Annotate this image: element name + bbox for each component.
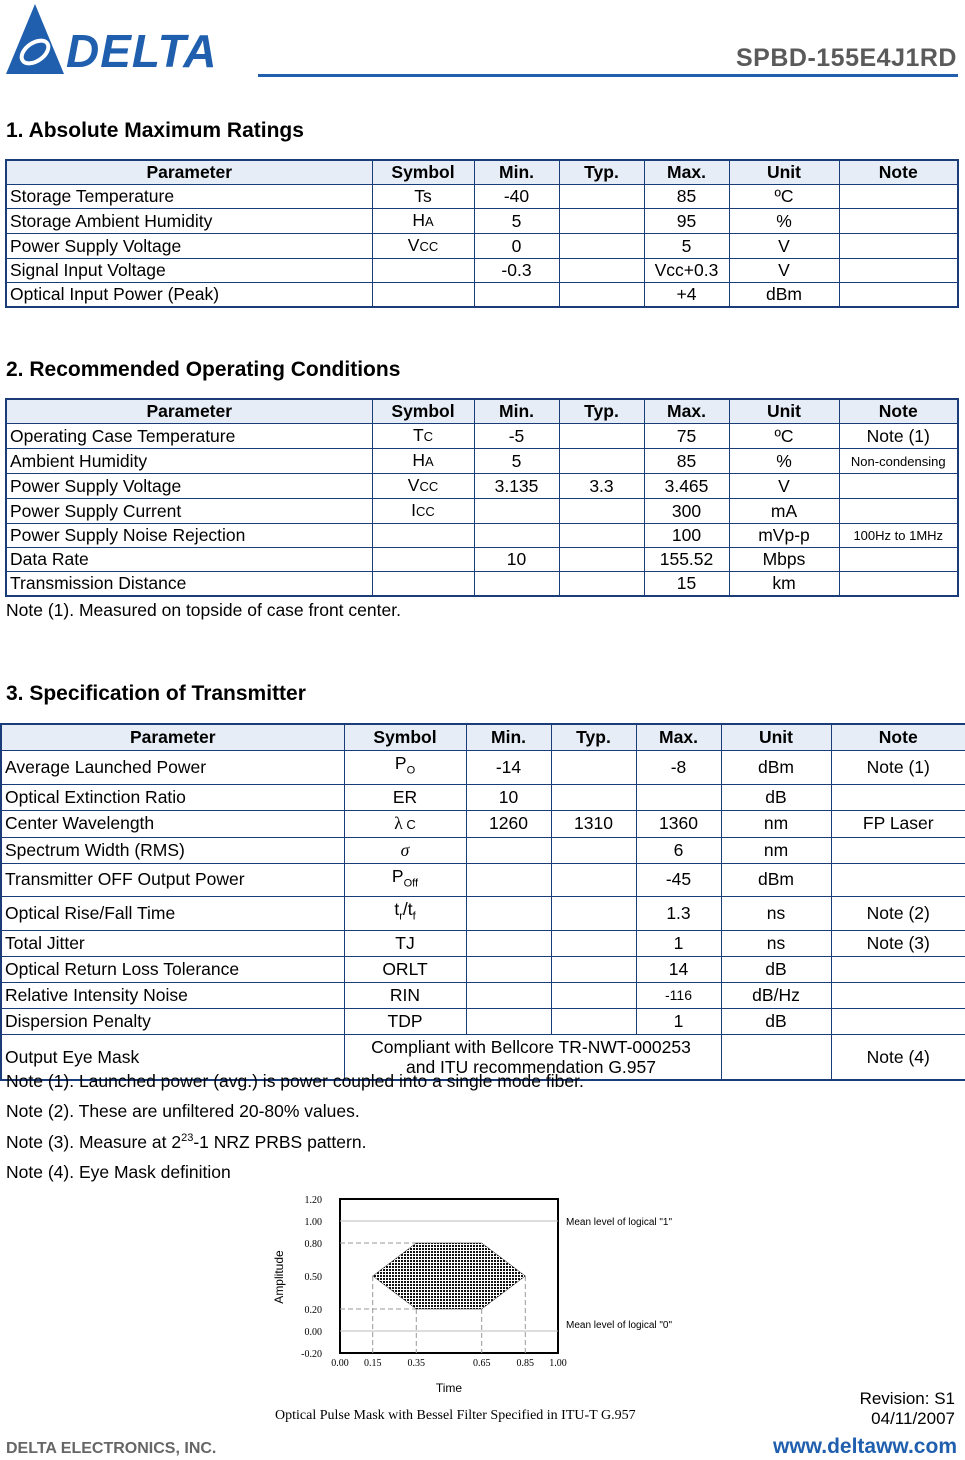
column-header: Parameter: [1, 724, 344, 751]
table-cell: dBm: [729, 283, 839, 308]
column-header: Unit: [721, 724, 831, 751]
x-tick-label: 0.00: [331, 1358, 349, 1369]
delta-logo-icon: [4, 2, 66, 76]
table-cell: [831, 956, 965, 982]
table-cell: [474, 283, 559, 308]
table-row: [6, 572, 958, 597]
table-cell: ORLT: [344, 956, 466, 982]
table-cell: [559, 283, 644, 308]
compliance-line-1: Compliant with Bellcore TR-NWT-000253: [371, 1036, 691, 1057]
table-row: [1, 751, 965, 785]
column-header: Symbol: [344, 724, 466, 751]
annotation-logical-1: Mean level of logical "1": [566, 1217, 673, 1228]
table-cell: [839, 185, 958, 209]
y-tick-label: 0.20: [304, 1305, 322, 1316]
table-cell: Optical Extinction Ratio: [1, 784, 344, 810]
table-cell: [839, 209, 958, 234]
revision-block: [860, 1389, 955, 1429]
table-cell: Optical Rise/Fall Time: [1, 897, 344, 931]
table-cell: [466, 956, 551, 982]
table-cell: %: [729, 209, 839, 234]
header-rule: [258, 74, 958, 77]
table-cell: [372, 572, 474, 597]
column-header: Typ.: [559, 160, 644, 185]
table-cell: Note (1): [831, 751, 965, 785]
column-header: Note: [839, 160, 958, 185]
table-cell: Dispersion Penalty: [1, 1008, 344, 1034]
section3-title: 3. Specification of Transmitter: [6, 682, 306, 705]
table-row: [1, 1008, 965, 1034]
table-cell: [831, 863, 965, 897]
table-cell: [831, 982, 965, 1008]
table-cell: [551, 1008, 636, 1034]
table-cell: 85: [644, 449, 729, 474]
table-cell: 100Hz to 1MHz: [839, 524, 958, 548]
column-header: Max.: [636, 724, 721, 751]
table-cell: 15: [644, 572, 729, 597]
table-cell: 10: [466, 784, 551, 810]
section2-title: 2. Recommended Operating Conditions: [6, 358, 401, 381]
table-cell: 3.3: [559, 474, 644, 499]
table-cell: -14: [466, 751, 551, 785]
table-cell: Ts: [372, 185, 474, 209]
x-tick-label: 0.15: [363, 1358, 382, 1369]
table-row: [6, 424, 958, 449]
x-tick-label: 0.35: [407, 1358, 426, 1369]
table-row: [1, 982, 965, 1008]
company-name: DELTA ELECTRONICS, INC.: [6, 1440, 217, 1457]
table-cell: [466, 837, 551, 863]
table-cell: FP Laser: [831, 810, 965, 837]
revision-label: Revision: S1: [859, 1389, 955, 1408]
table-cell: [551, 863, 636, 897]
table-cell: λ C: [344, 810, 466, 837]
table-cell: HA: [372, 209, 474, 234]
table-cell: [831, 837, 965, 863]
table-cell: [551, 897, 636, 931]
table-cell: [559, 234, 644, 259]
table-cell: HA: [372, 449, 474, 474]
table-header-row: [6, 160, 958, 185]
table-cell: mA: [729, 499, 839, 524]
table-cell: 3.465: [644, 474, 729, 499]
table-header-row: [1, 724, 965, 751]
table-cell: $P_{Off}$: [344, 863, 466, 897]
compliance-line-2: and ITU recommendation G.957: [406, 1056, 656, 1077]
table-row: [6, 524, 958, 548]
table-cell: [839, 234, 958, 259]
table-cell: 1: [636, 930, 721, 956]
table-cell: Transmitter OFF Output Power: [1, 863, 344, 897]
section1-title: 1. Absolute Maximum Ratings: [6, 119, 304, 142]
table-row: [6, 234, 958, 259]
x-tick-label: 1.00: [549, 1358, 567, 1369]
table-row: [1, 897, 965, 931]
table-cell: Power Supply Voltage: [6, 234, 372, 259]
table-cell: [839, 283, 958, 308]
table-cell: V: [729, 234, 839, 259]
table-cell: 6: [636, 837, 721, 863]
table-cell: VCC: [372, 474, 474, 499]
annotation-logical-0: Mean level of logical "0": [566, 1320, 673, 1331]
table-cell: [372, 283, 474, 308]
table-cell: [559, 424, 644, 449]
table-cell: Note (1): [839, 424, 958, 449]
table-cell: Operating Case Temperature: [6, 424, 372, 449]
table-row: [1, 956, 965, 982]
table-cell: Power Supply Voltage: [6, 474, 372, 499]
table-row: [6, 474, 958, 499]
table-row: [1, 837, 965, 863]
recommended-operating-table: [5, 398, 959, 597]
table-cell: [551, 837, 636, 863]
table-cell: Note (4): [831, 1034, 965, 1080]
chart-caption: Optical Pulse Mask with Bessel Filter Specified in ITU-T G.957: [275, 1408, 636, 1423]
table-cell: Mbps: [729, 548, 839, 572]
table-cell: 5: [474, 209, 559, 234]
table-cell: ER: [344, 784, 466, 810]
table-cell: Non-condensing: [839, 449, 958, 474]
table-cell: Total Jitter: [1, 930, 344, 956]
transmitter-spec-table: [0, 723, 965, 1081]
column-header: Min.: [474, 160, 559, 185]
table-cell: [466, 863, 551, 897]
table-cell: -5: [474, 424, 559, 449]
table-row: [6, 283, 958, 308]
y-tick-label: -0.20: [301, 1349, 322, 1360]
table-cell: 1.3: [636, 897, 721, 931]
table-cell: 3.135: [474, 474, 559, 499]
table-cell: ICC: [372, 499, 474, 524]
section3-note-3: Note (3). Measure at $2^{23}-1$ NRZ PRBS pattern.: [6, 1132, 367, 1152]
table-row: [6, 499, 958, 524]
table-cell: mVp-p: [729, 524, 839, 548]
column-header: Min.: [466, 724, 551, 751]
table-cell: 300: [644, 499, 729, 524]
table-cell: [551, 784, 636, 810]
website-link[interactable]: www.deltaww.com: [773, 1435, 957, 1458]
column-header: Note: [839, 399, 958, 424]
table-cell: [372, 259, 474, 283]
table-cell: Ambient Humidity: [6, 449, 372, 474]
table-cell: dB: [721, 956, 831, 982]
table-cell: %: [729, 449, 839, 474]
table-cell: Optical Return Loss Tolerance: [1, 956, 344, 982]
table-cell: [636, 784, 721, 810]
table-cell: 14: [636, 956, 721, 982]
absolute-max-ratings-table: [5, 159, 959, 308]
y-tick-label: 1.20: [304, 1195, 322, 1206]
table-cell: VCC: [372, 234, 474, 259]
table-row: [1, 810, 965, 837]
y-tick-label: 1.00: [304, 1217, 322, 1228]
table-cell: ns: [721, 930, 831, 956]
table-cell: Transmission Distance: [6, 572, 372, 597]
y-tick-label: 0.00: [304, 1327, 322, 1338]
table-cell: Note (2): [831, 897, 965, 931]
column-header: Unit: [729, 399, 839, 424]
table-cell: [559, 499, 644, 524]
table-row: [1, 930, 965, 956]
table-cell: $t_r/t_f$: [344, 897, 466, 931]
table-cell: [721, 1034, 831, 1080]
table-cell: dBm: [721, 863, 831, 897]
table-cell: Vcc+0.3: [644, 259, 729, 283]
column-header: Max.: [644, 160, 729, 185]
table-cell: [839, 474, 958, 499]
table-cell: [474, 572, 559, 597]
table-cell: ns: [721, 897, 831, 931]
table-cell: RIN: [344, 982, 466, 1008]
table-cell: 100: [644, 524, 729, 548]
table-cell: Relative Intensity Noise: [1, 982, 344, 1008]
document-code: SPBD-155E4J1RD: [736, 44, 957, 72]
table-row: [1, 863, 965, 897]
table-cell: 5: [474, 449, 559, 474]
table-cell: Data Rate: [6, 548, 372, 572]
column-header: Typ.: [551, 724, 636, 751]
table-row: [6, 449, 958, 474]
y-axis-label: Amplitude: [272, 1250, 286, 1304]
table-row: [6, 259, 958, 283]
table-cell: -8: [636, 751, 721, 785]
table-row: [6, 185, 958, 209]
x-axis-label: Time: [435, 1381, 463, 1395]
table-cell: [839, 499, 958, 524]
table-cell: 1260: [466, 810, 551, 837]
table-cell: dB: [721, 1008, 831, 1034]
table-cell: Storage Temperature: [6, 185, 372, 209]
table-cell: [559, 259, 644, 283]
table-row: [6, 548, 958, 572]
table-cell: [559, 449, 644, 474]
table-cell: Note (3): [831, 930, 965, 956]
table-cell: σ: [344, 837, 466, 863]
revision-date: 04/11/2007: [871, 1409, 955, 1428]
table-cell: V: [729, 259, 839, 283]
table-row: [6, 209, 958, 234]
table-cell: -0.3: [474, 259, 559, 283]
section3-note-2: Note (2). These are unfiltered 20-80% values.: [6, 1101, 360, 1121]
y-tick-label: 0.80: [304, 1239, 322, 1250]
table-cell: 85: [644, 185, 729, 209]
table-cell: [559, 524, 644, 548]
table-header-row: [6, 399, 958, 424]
table-cell: Power Supply Current: [6, 499, 372, 524]
table-cell: [551, 956, 636, 982]
table-cell: TJ: [344, 930, 466, 956]
table-cell: 95: [644, 209, 729, 234]
table-cell: TDP: [344, 1008, 466, 1034]
column-header: Symbol: [372, 399, 474, 424]
brand-wordmark: DELTA: [66, 25, 218, 77]
table-cell: 75: [644, 424, 729, 449]
table-cell: V: [729, 474, 839, 499]
x-tick-label: 0.85: [516, 1358, 535, 1369]
table-cell: Spectrum Width (RMS): [1, 837, 344, 863]
table-cell: nm: [721, 810, 831, 837]
column-header: Parameter: [6, 160, 372, 185]
table-cell: 1310: [551, 810, 636, 837]
section2-note: Note (1). Measured on topside of case front center.: [6, 600, 401, 620]
table-cell: [474, 499, 559, 524]
table-cell: [559, 548, 644, 572]
column-header: Parameter: [6, 399, 372, 424]
table-cell: [474, 524, 559, 548]
section3-note-1: Note (1). Launched power (avg.) is power coupled into a single mode fiber.: [6, 1071, 584, 1091]
table-cell: dB/Hz: [721, 982, 831, 1008]
column-header: Symbol: [372, 160, 474, 185]
table-cell: [559, 209, 644, 234]
table-cell: [559, 185, 644, 209]
y-tick-label: 0.50: [304, 1272, 322, 1283]
table-cell: ºC: [729, 424, 839, 449]
table-cell: -40: [474, 185, 559, 209]
table-cell: ºC: [729, 185, 839, 209]
table-cell: $P_O$: [344, 751, 466, 785]
table-cell: [466, 982, 551, 1008]
column-header: Typ.: [559, 399, 644, 424]
table-cell: 0: [474, 234, 559, 259]
table-cell: Storage Ambient Humidity: [6, 209, 372, 234]
table-cell: [551, 982, 636, 1008]
table-cell: [466, 897, 551, 931]
table-cell: [831, 1008, 965, 1034]
table-cell: [372, 548, 474, 572]
table-cell: [559, 572, 644, 597]
column-header: Max.: [644, 399, 729, 424]
table-cell: TC: [372, 424, 474, 449]
table-cell: [466, 930, 551, 956]
table-cell: Output Eye Mask: [1, 1034, 344, 1080]
table-cell: [831, 784, 965, 810]
header: [0, 0, 965, 85]
table-cell: Average Launched Power: [1, 751, 344, 785]
table-cell: [839, 259, 958, 283]
table-cell: [839, 572, 958, 597]
table-cell: dBm: [721, 751, 831, 785]
column-header: Min.: [474, 399, 559, 424]
table-cell: -45: [636, 863, 721, 897]
table-cell: 1360: [636, 810, 721, 837]
table-cell: Center Wavelength: [1, 810, 344, 837]
table-cell: Optical Input Power (Peak): [6, 283, 372, 308]
table-cell: Signal Input Voltage: [6, 259, 372, 283]
table-cell: [839, 548, 958, 572]
table-cell: +4: [644, 283, 729, 308]
table-cell: [551, 751, 636, 785]
column-header: Unit: [729, 160, 839, 185]
eye-mask-chart: [260, 1185, 700, 1410]
table-cell: 155.52: [644, 548, 729, 572]
table-cell: km: [729, 572, 839, 597]
x-tick-label: 0.65: [472, 1358, 491, 1369]
table-cell: [372, 524, 474, 548]
table-cell: 10: [474, 548, 559, 572]
table-cell: 1: [636, 1008, 721, 1034]
table-cell: [466, 1008, 551, 1034]
table-row: [1, 784, 965, 810]
table-cell: -116: [636, 982, 721, 1008]
table-cell: 5: [644, 234, 729, 259]
table-cell: nm: [721, 837, 831, 863]
table-cell: Power Supply Noise Rejection: [6, 524, 372, 548]
table-cell: dB: [721, 784, 831, 810]
table-cell: [551, 930, 636, 956]
section3-note-4: Note (4). Eye Mask definition: [6, 1162, 231, 1182]
column-header: Note: [831, 724, 965, 751]
